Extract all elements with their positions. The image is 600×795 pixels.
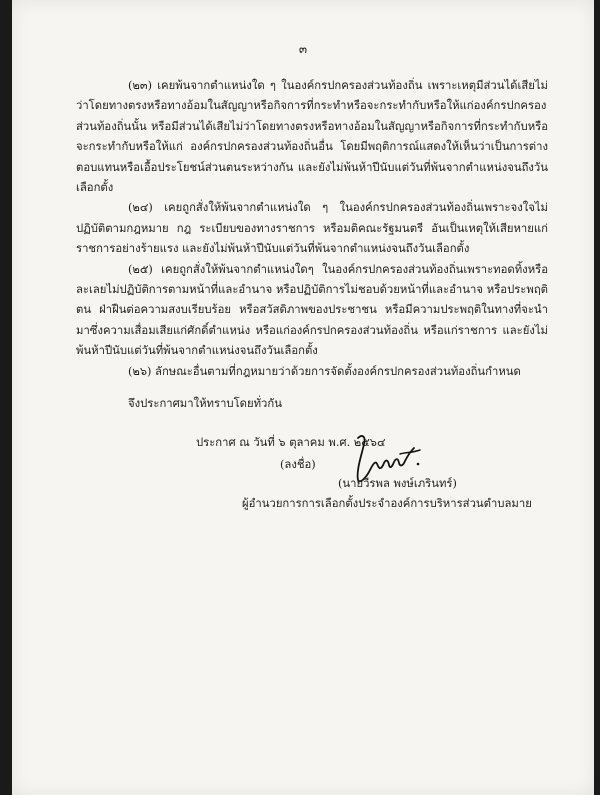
clause-26: (๒๖) ลักษณะอื่นตามที่กฎหมายว่าด้วยการจัดตั้งองค์กรปกครองส่วนท้องถิ่นกำหนด — [128, 364, 521, 378]
signature-label: (ลงชื่อ) — [280, 458, 316, 471]
page-number: ๓ — [298, 42, 308, 56]
announcement-notice: จึงประกาศมาให้ทราบโดยทั่วกัน — [128, 397, 282, 411]
signatory-name: (นายวีรพล พงษ์เภรินทร์) — [338, 477, 457, 490]
clause-25: (๒๕) เคยถูกสั่งให้พ้นจากตำแหน่งใดๆ ในองค์กรปกครองส่วนท้องถิ่นเพราะทอดทิ้งหรือละเลยไม่ปฏิบัติการตามหน้าที่และอำนาจ หรือปฏิบัติการไม่ชอบด้วยหน้าที่และอำนาจ หรือประพฤติตน ฝ่าฝืนต่อความสงบเรียบร้อย หรือสวัสดิภาพของประชาชน หรือมีความประพฤติในทางที่จะนำมาซึ่งความเสื่อมเสียแก่ศักดิ์ตำแหน่ง หรือแก่องค์กรปกครองส่วนท้องถิ่น หรือแก่ราชการ และยังไม่พ้นห้าปีนับแต่วันที่พ้นจากตำแหน่งจนถึงวันเลือกตั้ง — [76, 262, 548, 358]
document-page — [12, 0, 594, 795]
signatory-title: ผู้อำนวยการการเลือกตั้งประจำองค์การบริหารส่วนตำบลมาย — [242, 497, 532, 510]
document-body — [76, 76, 548, 453]
clause-23: (๒๓) เคยพ้นจากตำแหน่งใด ๆ ในองค์กรปกครองส่วนท้องถิ่น เพราะเหตุมีส่วนได้เสียไม่ว่าโดยทางตรงหรือทางอ้อมในสัญญาหรือกิจการที่กระทำหรือจะกระทำกับหรือให้แก่องค์กรปกครองส่วนท้องถิ่นนั้น หรือมีส่วนได้เสียไม่ว่าโดยทางตรงหรือทางอ้อมในสัญญาหรือกิจการที่กระทำกับหรือจะกระทำกับหรือให้แก่ องค์กรปกครองส่วนท้องถิ่นอื่น โดยมีพฤติการณ์แสดงให้เห็นว่าเป็นการต่างตอบแทนหรือเอื้อประโยชน์ส่วนตนระหว่างกัน และยังไม่พ้นห้าปีนับแต่วันที่พ้นจากตำแหน่งจนถึงวันเลือกตั้ง — [76, 79, 548, 195]
clause-24: (๒๔) เคยถูกสั่งให้พ้นจากตำแหน่งใด ๆ ในองค์กรปกครองส่วนท้องถิ่นเพราะจงใจไม่ปฏิบัติตามกฎหมาย กฎ ระเบียบของทางราชการ หรือมติคณะรัฐมนตรี อันเป็นเหตุให้เสียหายแก่ราชการอย่างร้ายแรง และยังไม่พ้นห้าปีนับแต่วันที่พ้นจากตำแหน่งจนถึงวันเลือกตั้ง — [76, 201, 548, 256]
announcement-date: ประกาศ ณ วันที่ ๖ ตุลาคม พ.ศ. ๒๕๖๔ — [196, 435, 386, 449]
